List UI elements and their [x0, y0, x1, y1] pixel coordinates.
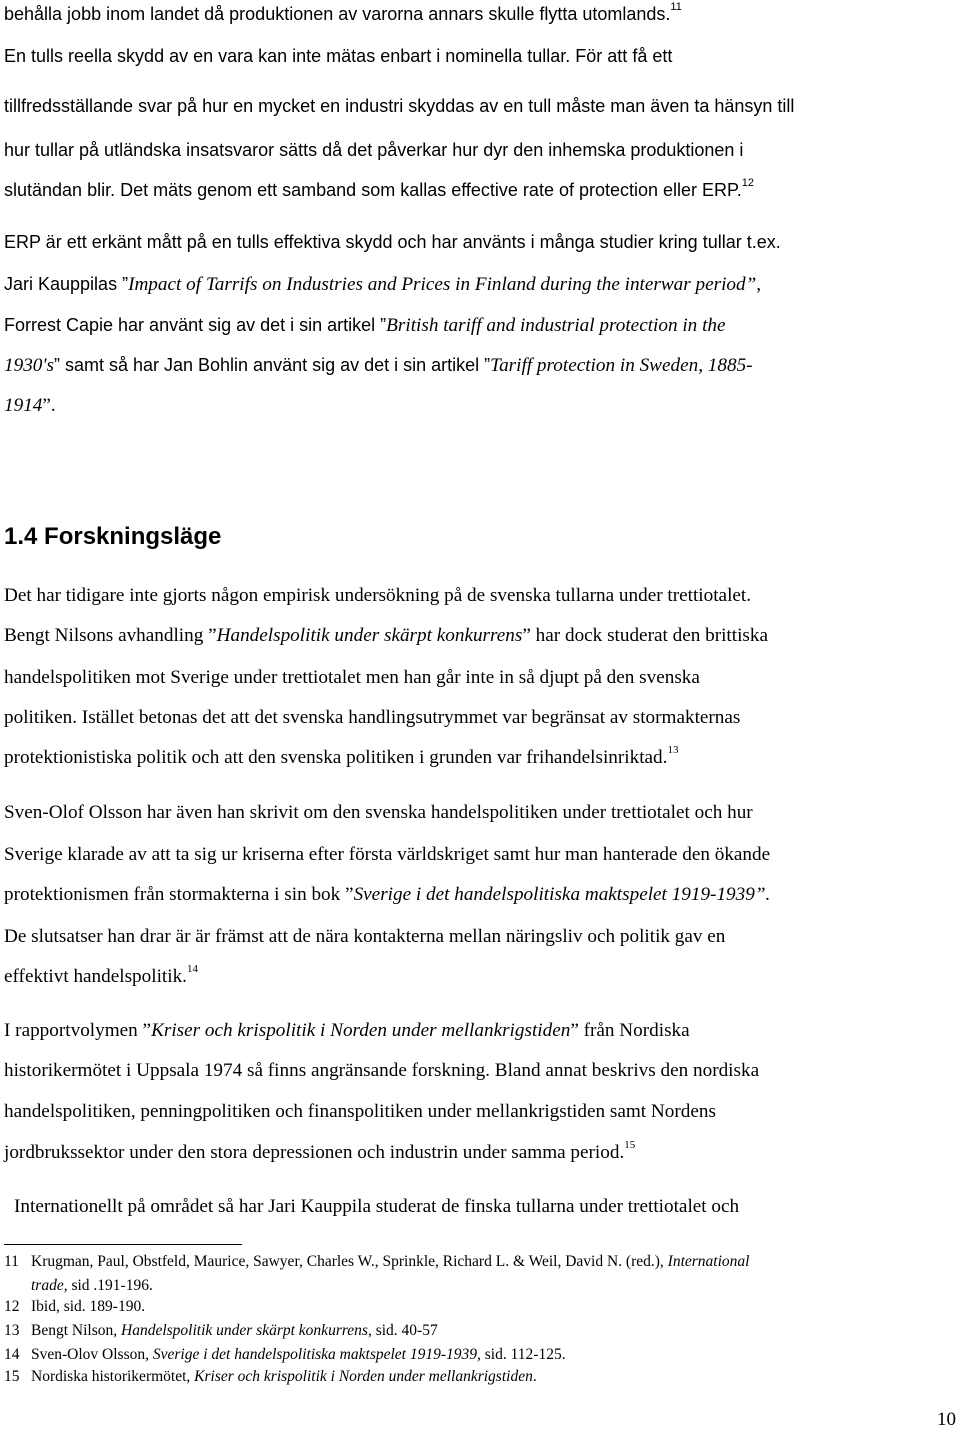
body-line: Forrest Capie har använt sig av det i sin artikel ”British tariff and industrial protection in the [4, 315, 726, 336]
body-line: Bengt Nilsons avhandling ”Handelspolitik under skärpt konkurrens” har dock studerat den brittiska [4, 625, 768, 646]
footnote-ref[interactable]: 13 [667, 744, 679, 756]
body-line: tillfredsställande svar på hur en mycket en industri skyddas av en tull måste man även ta hänsyn till [4, 96, 795, 116]
body-line: handelspolitiken, penningpolitiken och finanspolitiken under mellankrigstiden samt Nordens [4, 1101, 716, 1122]
footnote-ref[interactable]: 14 [186, 963, 198, 975]
body-line: effektivt handelspolitik.$^{14}$ [4, 963, 198, 987]
page-number: 10 [937, 1409, 956, 1430]
footnote-item: 12 Ibid, sid. 189-190. [4, 1298, 146, 1315]
footnote-ref[interactable]: 12 [741, 177, 754, 189]
body-line: protektionismen från stormakterna i sin bok ”Sverige i det handelspolitiska maktspelet 1919-1939”. [4, 884, 771, 905]
footnote-ref[interactable]: 15 [624, 1139, 636, 1151]
body-line: 1930's” samt så har Jan Bohlin använt sig av det i sin artikel ”Tariff protection in Sweden, 1885- [4, 355, 753, 376]
body-line: jordbrukssektor under den stora depressionen och industrin under samma period.$^{15}$ [4, 1139, 636, 1163]
body-line: Sven-Olof Olsson har även han skrivit om den svenska handelspolitiken under trettiotalet och hur [4, 802, 753, 823]
body-line: En tulls reella skydd av en vara kan inte mätas enbart i nominella tullar. För att få ett [4, 46, 673, 66]
footnote-item: 13 Bengt Nilson, Handelspolitik under skärpt konkurrens, sid. 40-57 [4, 1322, 438, 1339]
body-line: Sverige klarade av att ta sig ur kriserna efter första världskriget samt hur man hanterade den ökande [4, 844, 771, 865]
footnote-ref[interactable]: 11 [670, 1, 682, 13]
body-line: De slutsatser han drar är är främst att de nära kontakterna mellan näringsliv och politik gav en [4, 926, 726, 947]
footnote-item: 14 Sven-Olov Olsson, Sverige i det handelspolitiska maktspelet 1919-1939, sid. 112-125. [4, 1346, 566, 1363]
body-line: slutändan blir. Det mäts genom ett samband som kallas effective rate of protection eller ERP.$^{12}$ [4, 177, 754, 200]
footnote-item: 11 Krugman, Paul, Obstfeld, Maurice, Sawyer, Charles W., Sprinkle, Richard L. & Weil, David N. (red.), International [4, 1253, 750, 1270]
body-line: 1914”. [4, 395, 56, 416]
body-line: historikermötet i Uppsala 1974 så finns angränsande forskning. Bland annat beskrivs den nordiska [4, 1060, 760, 1081]
footnote-divider [4, 1244, 242, 1245]
section-heading: 1.4 Forskningsläge [4, 523, 222, 550]
body-line: protektionistiska politik och att den svenska politiken i grunden var frihandelsinriktad.$^{13}$ [4, 744, 679, 768]
body-line: handelspolitiken mot Sverige under trettiotalet men han går inte in så djupt på den svenska [4, 667, 700, 688]
body-line: Det har tidigare inte gjorts någon empirisk undersökning på de svenska tullarna under trettiotalet. [4, 585, 752, 606]
body-line: Jari Kauppilas ”Impact of Tarrifs on Industries and Prices in Finland during the interwar period”, [4, 274, 762, 295]
body-line: Internationellt på området så har Jari Kauppila studerat de finska tullarna under trettiotalet och [14, 1196, 740, 1217]
body-line: ERP är ett erkänt mått på en tulls effektiva skydd och har använts i många studier kring tullar t.ex. [4, 232, 781, 252]
body-line: behålla jobb inom landet då produktionen av varorna annars skulle flytta utomlands.$^{11}$ [4, 1, 682, 24]
body-line: hur tullar på utländska insatsvaror sätts då det påverkar hur dyr den inhemska produktionen i [4, 140, 744, 160]
body-line: politiken. Istället betonas det att det svenska handlingsutrymmet var begränsat av stormakternas [4, 707, 741, 728]
footnote-item: 15 Nordiska historikermötet, Kriser och krispolitik i Norden under mellankrigstiden. [4, 1368, 537, 1385]
footnote-item-continuation: trade, sid .191-196. [31, 1277, 153, 1294]
body-line: I rapportvolymen ”Kriser och krispolitik i Norden under mellankrigstiden” från Nordiska [4, 1020, 690, 1041]
